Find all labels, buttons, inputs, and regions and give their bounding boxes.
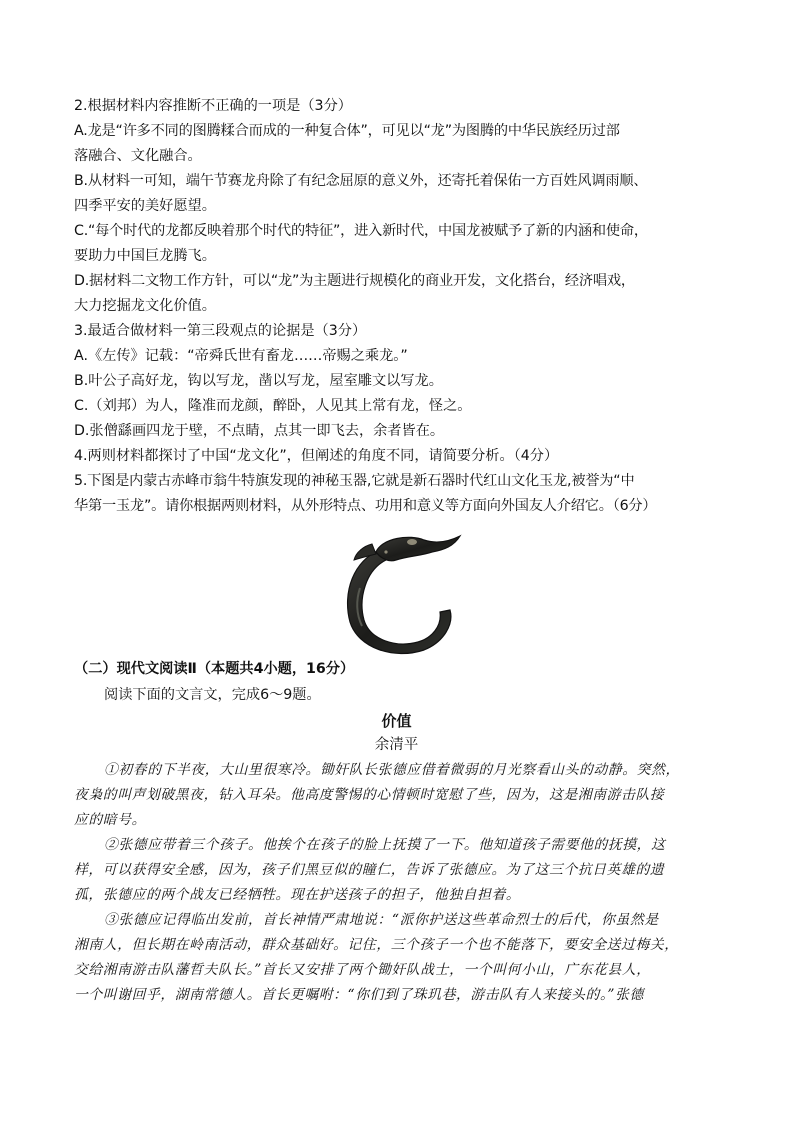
story-line: ①初春的下半夜，大山里很寒冷。锄奸队长张德应借着微弱的月光察看山头的动静。突然， <box>104 762 680 778</box>
story-line: 湘南人，但长期在岭南活动，群众基础好。记住，三个孩子一个也不能落下，要安全送过梅关， <box>74 937 679 953</box>
q3-option-d: D.张僧繇画四龙于壁，不点睛，点其一即飞去，余者皆在。 <box>74 423 445 439</box>
q5-stem-line1: 5.下图是内蒙古赤峰市翁牛特旗发现的神秘玉器,它就是新石器时代红山文化玉龙,被誉为“中 <box>74 473 635 489</box>
story-line: 一个叫谢回乎，湖南常德人。首长更嘱咐：“你们到了珠玑巷，游击队有人来接头的。”张德 <box>74 987 644 1003</box>
q2-option-a-line2: 落融合、文化融合。 <box>74 148 202 164</box>
q2-option-b-line2: 四季平安的美好愿望。 <box>74 198 216 214</box>
story-line: 夜枭的叫声划破黑夜，钻入耳朵。他高度警惕的心情顿时宽慰了些，因为，这是湘南游击队接 <box>74 787 665 803</box>
story-line: 交给湘南游击队藩哲夫队长。”首长又安排了两个锄奸队战士，一个叫何小山，广东花县人， <box>74 962 651 978</box>
q2-stem: 2.根据材料内容推断不正确的一项是（3分） <box>74 98 352 114</box>
q2-option-a-line1: A.龙是“许多不同的图腾糅合而成的一种复合体”，可见以“龙”为图腾的中华民族经历过部 <box>74 123 620 139</box>
section-heading: （二）现代文阅读Ⅱ（本题共4小题，16分） <box>74 661 355 677</box>
q3-option-b: B.叶公子高好龙，钩以写龙，凿以写龙，屋室雕文以写龙。 <box>74 373 443 389</box>
q4-stem: 4.两则材料都探讨了中国“龙文化”，但阐述的角度不同，请简要分析。（4分） <box>74 448 559 464</box>
story-line: 样，可以获得安全感，因为，孩子们黑豆似的瞳仁，告诉了张德应。为了这三个抗日英雄的遗 <box>74 862 665 878</box>
jade-dragon-image <box>320 530 480 665</box>
q2-option-b-line1: B.从材料一可知，端午节赛龙舟除了有纪念屈原的意义外，还寄托着保佑一方百姓风调雨顺、 <box>74 173 648 189</box>
q2-option-c-line2: 要助力中国巨龙腾飞。 <box>74 248 216 264</box>
q3-option-c: C.（刘邦）为人，隆准而龙颜，醉卧，人见其上常有龙，怪之。 <box>74 398 472 414</box>
passage-author: 余清平 <box>374 737 419 753</box>
passage-title: 价值 <box>381 712 412 730</box>
q2-option-c-line1: C.“每个时代的龙都反映着那个时代的特征”，进入新时代，中国龙被赋予了新的内涵和使命， <box>74 223 648 239</box>
story-line: ②张德应带着三个孩子。他挨个在孩子的脸上抚摸了一下。他知道孩子需要他的抚摸，这 <box>104 837 666 853</box>
q3-option-a: A.《左传》记载：“帝舜氏世有畜龙……帝赐之乘龙。” <box>74 348 408 364</box>
story-line: 应的暗号。 <box>74 812 146 828</box>
q3-stem: 3.最适合做材料一第三段观点的论据是（3分） <box>74 323 367 339</box>
q2-option-d-line1: D.据材料二文物工作方针，可以“龙”为主题进行规模化的商业开发，文化搭台，经济唱戏， <box>74 273 635 289</box>
q2-option-d-line2: 大力挖掘龙文化价值。 <box>74 298 216 314</box>
q5-stem-line2: 华第一玉龙”。请你根据两则材料，从外形特点、功用和意义等方面向外国友人介绍它。（6分） <box>74 498 657 514</box>
reading-instruction: 阅读下面的文言文，完成6～9题。 <box>104 687 321 703</box>
story-line: 孤，张德应的两个战友已经牺牲。现在护送孩子的担子，他独自担着。 <box>74 887 521 903</box>
story-line: ③张德应记得临出发前，首长神情严肃地说：“派你护送这些革命烈士的后代，你虽然是 <box>104 912 659 928</box>
